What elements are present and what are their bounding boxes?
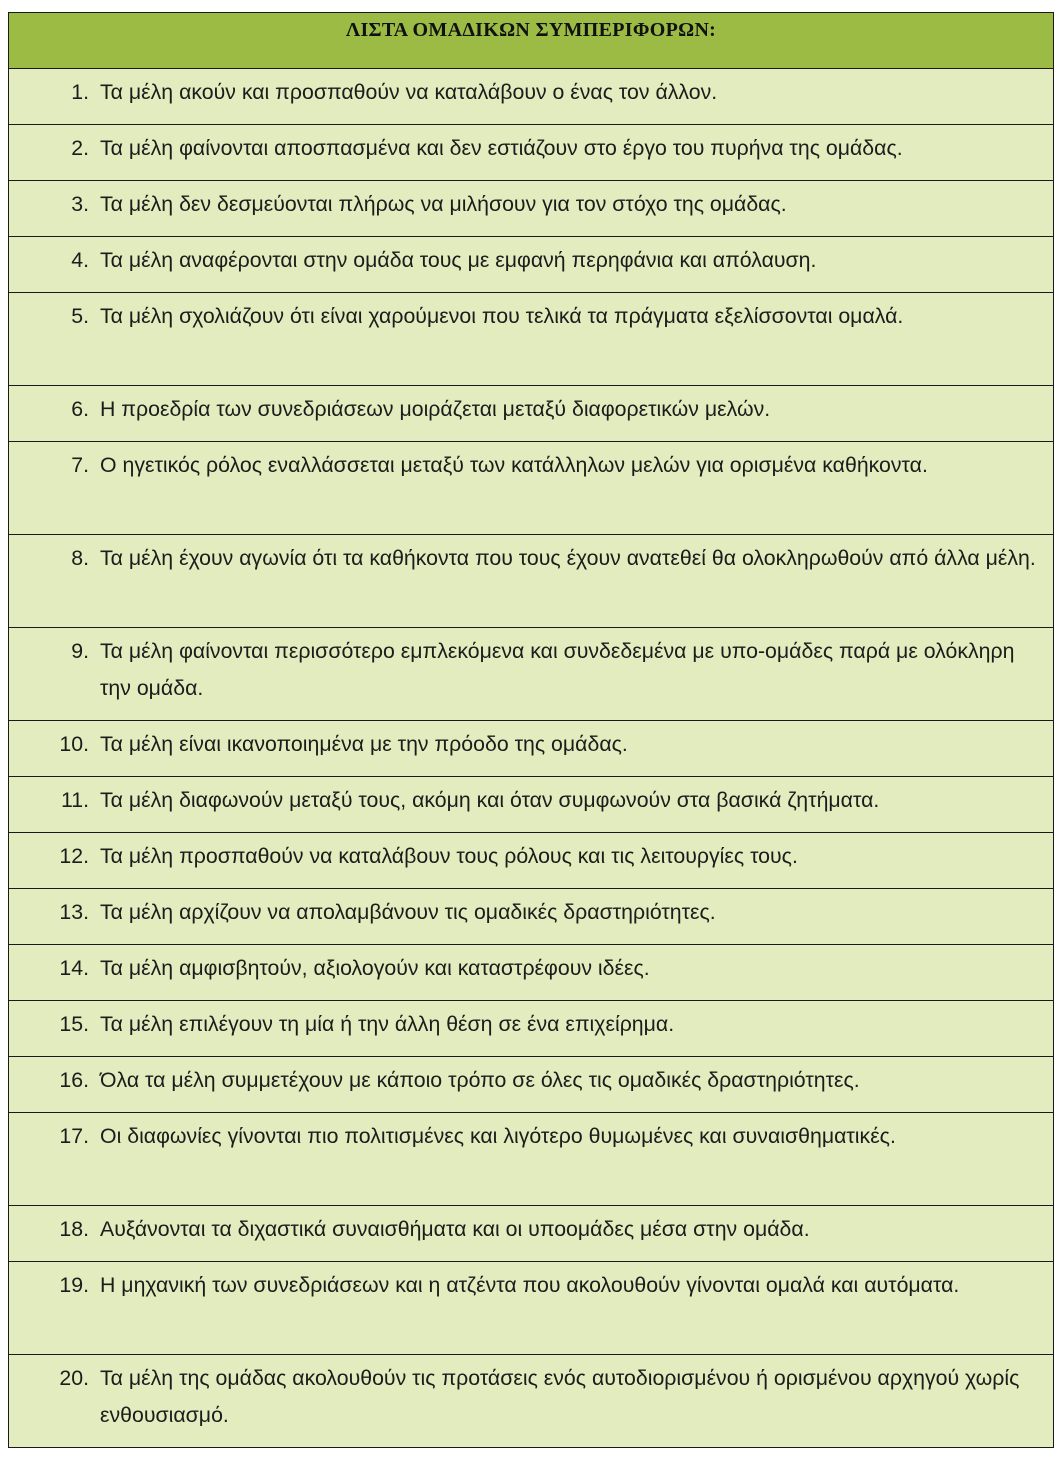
item-text: Τα μέλη σχολιάζουν ότι είναι χαρούμενοι που τελικά τα πράγματα εξελίσσονται ομαλά. <box>100 304 904 328</box>
table-row <box>9 386 1054 442</box>
item-number: 12. <box>59 844 89 868</box>
table-row <box>9 442 1054 535</box>
table-row <box>9 535 1054 628</box>
item-text: Τα μέλη επιλέγουν τη μία ή την άλλη θέση σε ένα επιχείρημα. <box>100 1012 675 1036</box>
table-row <box>9 293 1054 386</box>
table-row <box>9 237 1054 293</box>
table-row <box>9 833 1054 889</box>
item-number: 1. <box>71 80 89 104</box>
table-row <box>9 1057 1054 1113</box>
item-text: Τα μέλη φαίνονται περισσότερο εμπλεκόμενα και συνδεδεμένα με υπο-ομάδες παρά με ολόκληρη την ομάδα. <box>100 639 1015 700</box>
item-number: 5. <box>71 304 89 328</box>
item-text: Αυξάνονται τα διχαστικά συναισθήματα και οι υποομάδες μέσα στην ομάδα. <box>100 1217 810 1241</box>
table-row <box>9 1262 1054 1355</box>
item-number: 4. <box>71 248 89 272</box>
table-row <box>9 181 1054 237</box>
item-text: Τα μέλη προσπαθούν να καταλάβουν τους ρόλους και τις λειτουργίες τους. <box>100 844 798 868</box>
item-text: Τα μέλη είναι ικανοποιημένα με την πρόοδο της ομάδας. <box>100 732 628 756</box>
table-row <box>9 1355 1054 1448</box>
item-text: Τα μέλη φαίνονται αποσπασμένα και δεν εστιάζουν στο έργο του πυρήνα της ομάδας. <box>100 136 903 160</box>
item-number: 2. <box>71 136 89 160</box>
table-row <box>9 125 1054 181</box>
item-text: Τα μέλη αμφισβητούν, αξιολογούν και καταστρέφουν ιδέες. <box>100 956 650 980</box>
table-row <box>9 721 1054 777</box>
item-number: 6. <box>71 397 89 421</box>
table-row <box>9 1113 1054 1206</box>
item-number: 9. <box>71 639 89 663</box>
item-text: Τα μέλη δεν δεσμεύονται πλήρως να μιλήσουν για τον στόχο της ομάδας. <box>100 192 787 216</box>
item-text: Τα μέλη διαφωνούν μεταξύ τους, ακόμη και όταν συμφωνούν στα βασικά ζητήματα. <box>100 788 880 812</box>
item-text: Όλα τα μέλη συμμετέχουν με κάποιο τρόπο σε όλες τις ομαδικές δραστηριότητες. <box>100 1068 860 1092</box>
item-number: 16. <box>59 1068 89 1092</box>
item-number: 11. <box>60 788 89 812</box>
item-number: 3. <box>71 192 89 216</box>
item-text: Τα μέλη της ομάδας ακολουθούν τις προτάσεις ενός αυτοδιορισμένου ή ορισμένου αρχηγού χωρίς ενθουσιασμό. <box>100 1366 1020 1427</box>
item-text: Ο ηγετικός ρόλος εναλλάσσεται μεταξύ των κατάλληλων μελών για ορισμένα καθήκοντα. <box>100 453 928 477</box>
table-row <box>9 777 1054 833</box>
item-number: 17. <box>59 1124 89 1148</box>
table-row <box>9 945 1054 1001</box>
item-number: 8. <box>71 546 89 570</box>
item-text: Τα μέλη ακούν και προσπαθούν να καταλάβουν ο ένας τον άλλον. <box>100 80 718 104</box>
item-text: Τα μέλη αρχίζουν να απολαμβάνουν τις ομαδικές δραστηριότητες. <box>100 900 716 924</box>
item-text: Τα μέλη αναφέρονται στην ομάδα τους με εμφανή περηφάνια και απόλαυση. <box>100 248 817 272</box>
table-row <box>9 69 1054 125</box>
item-number: 13. <box>59 900 89 924</box>
item-text: Η προεδρία των συνεδριάσεων μοιράζεται μεταξύ διαφορετικών μελών. <box>100 397 771 421</box>
table-row <box>9 889 1054 945</box>
behaviors-table <box>8 12 1054 1448</box>
item-text: Η μηχανική των συνεδριάσεων και η ατζέντα που ακολουθούν γίνονται ομαλά και αυτόματα. <box>100 1273 960 1297</box>
item-number: 18. <box>59 1217 89 1241</box>
item-number: 7. <box>71 453 89 477</box>
item-text: Τα μέλη έχουν αγωνία ότι τα καθήκοντα που τους έχουν ανατεθεί θα ολοκληρωθούν από άλλα μέλη. <box>100 546 1036 570</box>
item-number: 14. <box>59 956 89 980</box>
table-title: ΛΙΣΤΑ ΟΜΑΔΙΚΩΝ ΣΥΜΠΕΡΙΦΟΡΩΝ: <box>9 13 1054 69</box>
item-number: 20. <box>59 1366 89 1390</box>
table-row <box>9 628 1054 721</box>
table-row <box>9 1001 1054 1057</box>
item-text: Οι διαφωνίες γίνονται πιο πολιτισμένες και λιγότερο θυμωμένες και συναισθηματικές. <box>100 1124 896 1148</box>
item-number: 15. <box>59 1012 89 1036</box>
table-row <box>9 1206 1054 1262</box>
item-number: 19. <box>59 1273 89 1297</box>
table-header-row <box>9 13 1054 69</box>
item-number: 10. <box>59 732 89 756</box>
